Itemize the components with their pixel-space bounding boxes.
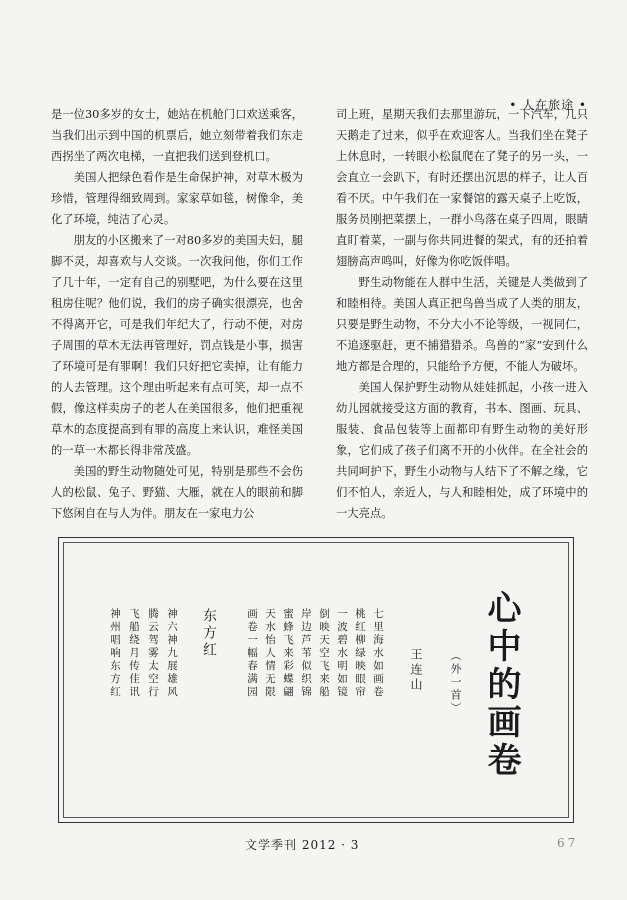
poem-line: 画卷一幅春满园: [246, 608, 258, 699]
poem-subtitle: （外一首）: [449, 650, 462, 715]
poem-line: 桃红柳绿映眼帘: [354, 608, 366, 699]
page-number: 67: [557, 836, 579, 850]
poem-line: 一波碧水明如镜: [336, 608, 348, 699]
poem-line: 神州唱响东方红: [109, 608, 121, 699]
poem-line: 岸边芦苇似织锦: [300, 608, 312, 699]
second-poem-title: 东方红: [201, 608, 217, 659]
paragraph: 朋友的小区搬来了一对80多岁的美国夫妇，腿脚不灵，却喜欢与人交谈。一次我问他，你们工作了几十年，一定有自己的别墅吧，为什么要在这里租房住呢？他们说，我们的房子确实很漂亮，也舍不得离开它，可是我们年纪大了，行动不便，对房子周围的草木无法再管理好，罚点钱是小事，损害了环境可是有罪啊！我们只好把它卖掉，让有能力的人去管理。这个理由听起来有点可笑，却一点不假，像这样卖房子的老人在美国很多，他们把重视草木的态度提高到有罪的高度上来认识，难怪美国的一草一木都长得非常茂盛。: [51, 234, 303, 457]
poem-line: 倒映天空飞来船: [318, 608, 330, 699]
poem-author: 王连山: [409, 648, 423, 693]
paragraph: 野生动物能在人群中生活，关键是人类做到了和睦相待。美国人真正把鸟兽当成了人类的朋友，只要是野生动物，不分大小不论等级，一视同仁，不追逐驱赶，更不捕猎猎杀。鸟兽的“家”安到什么地方都是合理的，只能给予方便，不能人为破坏。: [336, 276, 588, 373]
poem-line: 天水怡人情无限: [264, 608, 276, 699]
article-column-left: [51, 104, 303, 524]
poem-title: 心中的画卷: [481, 590, 521, 780]
poem-line: 神六神九展雄风: [166, 608, 178, 699]
poem-line: 七里海水如画卷: [372, 608, 384, 699]
paragraph: 是一位30多岁的女士，她站在机舱门口欢送乘客，当我们出示到中国的机票后，她立刻带着我们东走西拐坐了两次电梯，一直把我们送到登机口。: [51, 108, 303, 163]
journal-issue: 文学季刊 2012 · 3: [245, 838, 360, 852]
poem-line: 腾云驾雾太空行: [147, 608, 159, 699]
poem-line: 蜜蜂飞来彩蝶翩: [282, 608, 294, 699]
paragraph: 美国的野生动物随处可见，特别是那些不会伤人的松鼠、兔子、野猫、大雁，就在人的眼前和脚下悠闲自在与人为伴。朋友在一家电力公: [51, 465, 303, 520]
section-tag: • 人在旅途 •: [509, 98, 587, 112]
article-column-right: [336, 104, 588, 524]
paragraph: 美国人保护野生动物从娃娃抓起，小孩一进入幼儿园就接受这方面的教育，书本、图画、玩具、服装、食品包装等上面都印有野生动物的美好形象，它们成了孩子们离不开的小伙伴。在全社会的共同呵护下，野生小动物与人结下了不解之缘，它们不怕人，亲近人，与人和睦相处，成了环境中的一大亮点。: [336, 381, 588, 520]
paragraph: 美国人把绿色看作是生命保护神，对草木极为珍惜，管理得细致周到。家家草如毯，树像伞，美化了环境，纯洁了心灵。: [51, 171, 303, 226]
poem-line: 飞船绕月传佳讯: [128, 608, 140, 699]
paragraph: 司上班，星期天我们去那里游玩，一下汽车，几只天鹅走了过来，似乎在欢迎客人。当我们坐在凳子上休息时，一转眼小松鼠爬在了凳子的另一头，一会直立一会趴下，有时还摆出沉思的样子，让人百看不厌。中午我们在一家餐馆的露天桌子上吃饭，服务员刚把菜摆上，一群小鸟落在桌子四周，眼睛直盯着菜，一副与你共同进餐的架式，有的还拍着翅膀高声鸣叫，好像为你吃饭伴唱。: [336, 108, 588, 268]
